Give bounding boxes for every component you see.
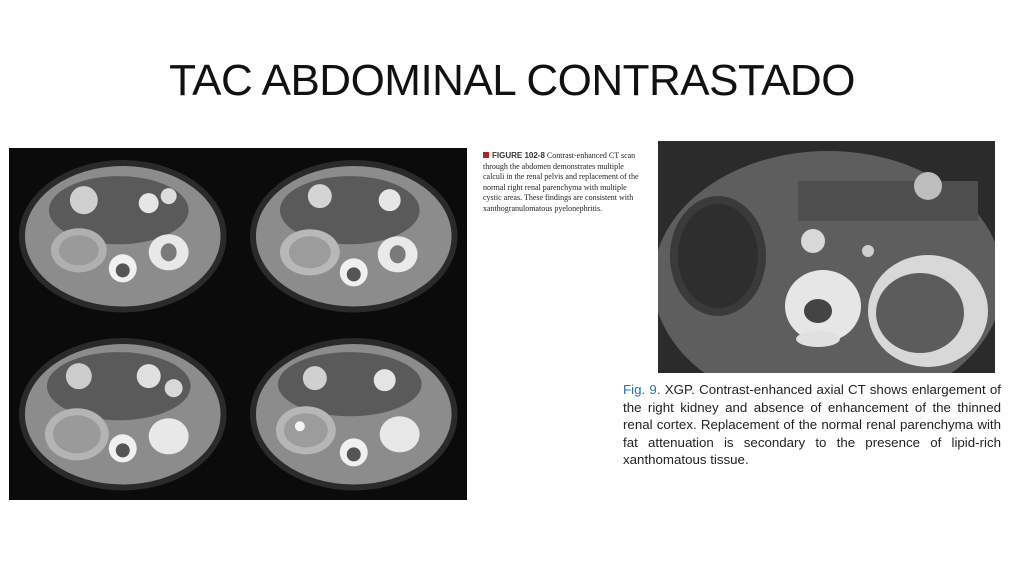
figure-marker-icon	[483, 152, 489, 158]
slide-title: TAC ABDOMINAL CONTRASTADO	[169, 56, 855, 105]
figure-caption-left	[483, 151, 643, 215]
figure-caption-right	[623, 381, 1001, 469]
figure-label-left: FIGURE 102-8	[492, 151, 545, 160]
ct-scan-image-4	[240, 326, 468, 501]
figure-label-right: Fig. 9.	[623, 382, 661, 397]
ct-image-grid	[9, 148, 467, 500]
figure-caption-text-right: XGP. Contrast-enhanced axial CT shows enlargement of the right kidney and absence of enhancement of the thinned renal cortex. Replacement of the normal renal parenchyma with fat attenuation is secondary to the presence of lipid-rich xanthomatous tissue.	[623, 382, 1001, 467]
ct-scan-image-3	[9, 326, 237, 501]
figure-caption-text-left: Contrast-enhanced CT scan through the abdomen demonstrates multiple calculi in the renal pelvis and replacement of the normal right renal parenchyma with multiple cystic areas. These findings are consistent with xanthogranulomatous pyelonephritis.	[483, 151, 639, 213]
ct-scan-image-1	[9, 148, 237, 323]
ct-scan-image-2	[240, 148, 468, 323]
ct-scan-image-right	[658, 141, 995, 373]
